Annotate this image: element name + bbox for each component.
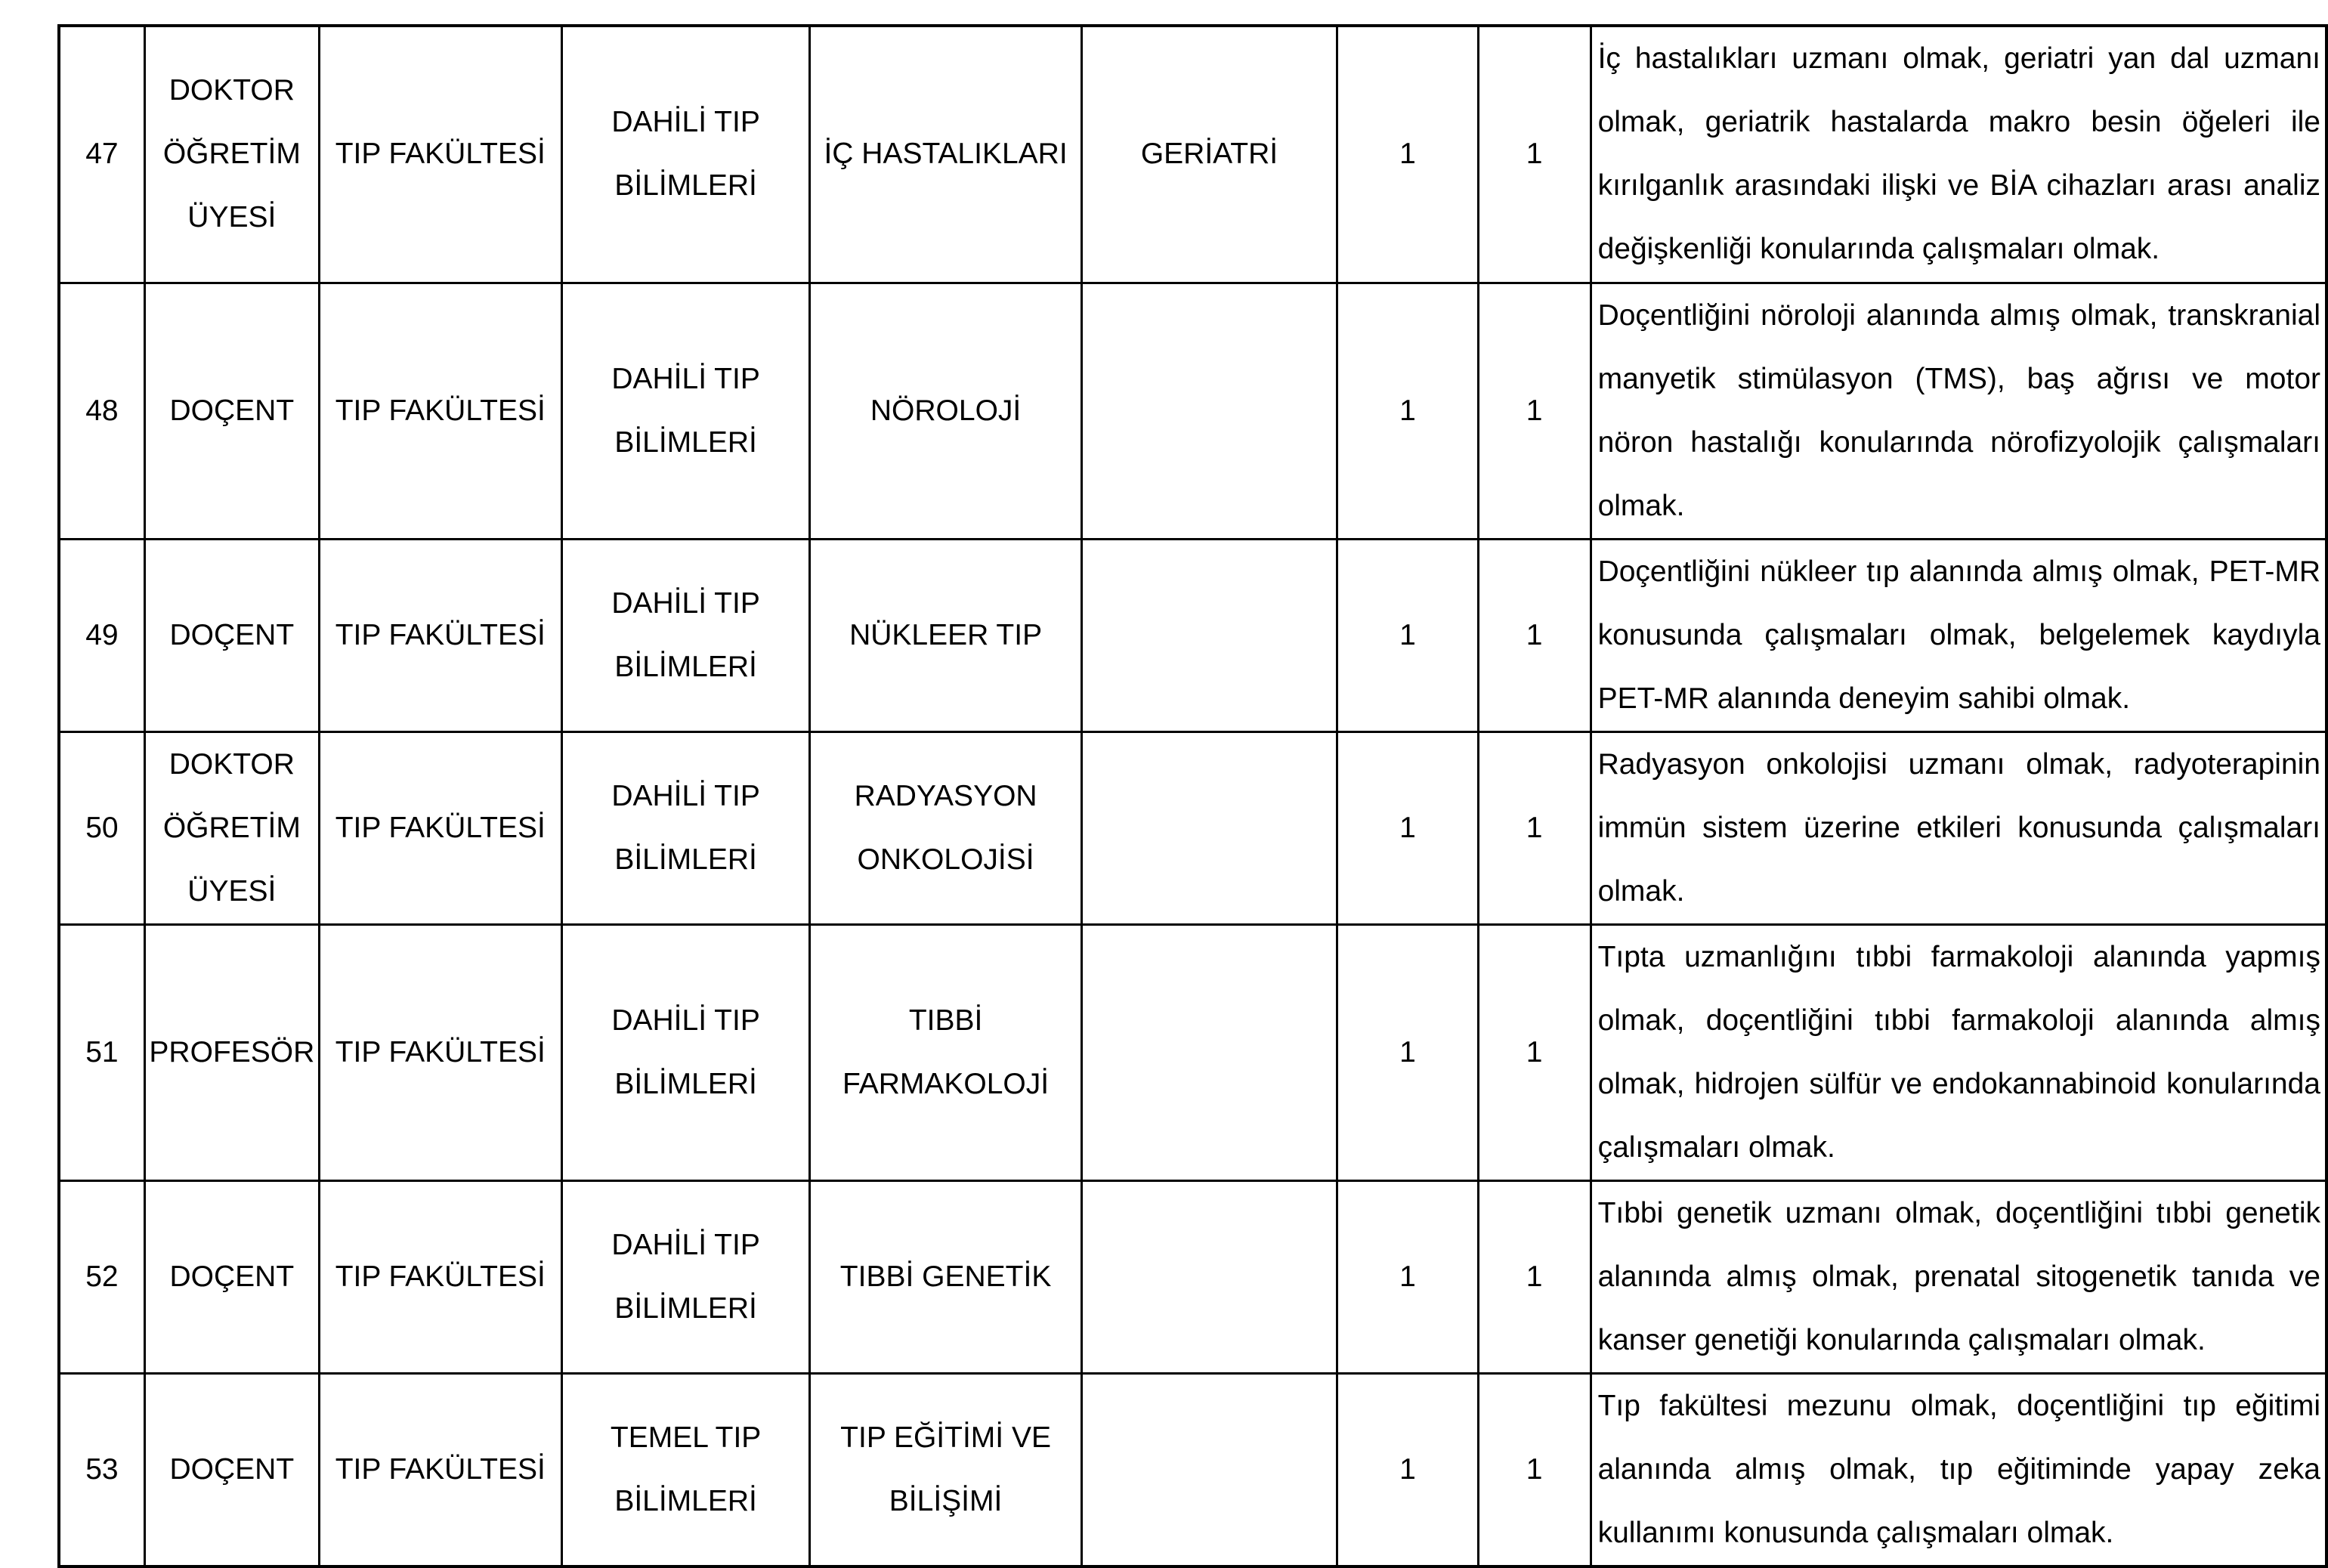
table-row — [59, 924, 2326, 1180]
cell-count-a: 1 — [1337, 283, 1478, 539]
cell-department: DAHİLİ TIP BİLİMLERİ — [561, 26, 810, 283]
table-row — [59, 26, 2326, 283]
cell-department: DAHİLİ TIP BİLİMLERİ — [561, 924, 810, 1180]
cell-count-a: 1 — [1337, 924, 1478, 1180]
cell-subdivision — [1081, 283, 1337, 539]
cell-number: 49 — [59, 539, 144, 731]
cell-number: 51 — [59, 924, 144, 1180]
cell-requirement: Radyasyon onkolojisi uzmanı olmak, radyoterapinin immün sistem üzerine etkileri konusunda çalışmaları olmak. — [1591, 731, 2326, 924]
cell-title: DOKTOR ÖĞRETİM ÜYESİ — [144, 731, 319, 924]
cell-count-a: 1 — [1337, 1180, 1478, 1373]
cell-title: DOKTOR ÖĞRETİM ÜYESİ — [144, 26, 319, 283]
cell-count-b: 1 — [1478, 731, 1591, 924]
cell-count-a: 1 — [1337, 731, 1478, 924]
cell-requirement: Tıpta uzmanlığını tıbbi farmakoloji alanında yapmış olmak, doçentliğini tıbbi farmakoloji alanında almış olmak, hidrojen sülfür ve endokannabinoid konularında çalışmaları olmak. — [1591, 924, 2326, 1180]
table-row — [59, 539, 2326, 731]
cell-number: 53 — [59, 1373, 144, 1566]
cell-division: TIP EĞİTİMİ VE BİLİŞİMİ — [810, 1373, 1081, 1566]
cell-subdivision: GERİATRİ — [1081, 26, 1337, 283]
cell-count-a: 1 — [1337, 1373, 1478, 1566]
cell-title: DOÇENT — [144, 1373, 319, 1566]
cell-count-b: 1 — [1478, 1373, 1591, 1566]
cell-number: 50 — [59, 731, 144, 924]
cell-subdivision — [1081, 1180, 1337, 1373]
cell-title: PROFESÖR — [144, 924, 319, 1180]
cell-requirement: Tıp fakültesi mezunu olmak, doçentliğini tıp eğitimi alanında almış olmak, tıp eğitiminde yapay zeka kullanımı konusunda çalışmaları olmak. — [1591, 1373, 2326, 1566]
table-row — [59, 1373, 2326, 1566]
cell-count-b: 1 — [1478, 924, 1591, 1180]
cell-division: TIBBİ FARMAKOLOJİ — [810, 924, 1081, 1180]
cell-faculty: TIP FAKÜLTESİ — [319, 283, 561, 539]
cell-title: DOÇENT — [144, 539, 319, 731]
table-row — [59, 283, 2326, 539]
cell-division: İÇ HASTALIKLARI — [810, 26, 1081, 283]
cell-department: DAHİLİ TIP BİLİMLERİ — [561, 731, 810, 924]
cell-subdivision — [1081, 539, 1337, 731]
cell-subdivision — [1081, 1373, 1337, 1566]
cell-number: 48 — [59, 283, 144, 539]
positions-table — [57, 24, 2328, 1568]
cell-faculty: TIP FAKÜLTESİ — [319, 1373, 561, 1566]
cell-department: DAHİLİ TIP BİLİMLERİ — [561, 539, 810, 731]
cell-count-a: 1 — [1337, 26, 1478, 283]
cell-count-b: 1 — [1478, 1180, 1591, 1373]
cell-division: NÜKLEER TIP — [810, 539, 1081, 731]
cell-subdivision — [1081, 924, 1337, 1180]
table-row — [59, 1180, 2326, 1373]
cell-faculty: TIP FAKÜLTESİ — [319, 1180, 561, 1373]
cell-faculty: TIP FAKÜLTESİ — [319, 731, 561, 924]
cell-count-b: 1 — [1478, 283, 1591, 539]
cell-faculty: TIP FAKÜLTESİ — [319, 924, 561, 1180]
cell-count-b: 1 — [1478, 539, 1591, 731]
cell-requirement: Doçentliğini nükleer tıp alanında almış olmak, PET-MR konusunda çalışmaları olmak, belgelemek kaydıyla PET-MR alanında deneyim sahibi olmak. — [1591, 539, 2326, 731]
cell-title: DOÇENT — [144, 1180, 319, 1373]
cell-department: TEMEL TIP BİLİMLERİ — [561, 1373, 810, 1566]
cell-count-a: 1 — [1337, 539, 1478, 731]
cell-faculty: TIP FAKÜLTESİ — [319, 26, 561, 283]
cell-division: NÖROLOJİ — [810, 283, 1081, 539]
cell-division: TIBBİ GENETİK — [810, 1180, 1081, 1373]
cell-faculty: TIP FAKÜLTESİ — [319, 539, 561, 731]
cell-subdivision — [1081, 731, 1337, 924]
cell-requirement: İç hastalıkları uzmanı olmak, geriatri yan dal uzmanı olmak, geriatrik hastalarda makro besin öğeleri ile kırılganlık arasındaki ilişki ve BİA cihazları arası analiz değişkenliği konularında çalışmaları olmak. — [1591, 26, 2326, 283]
cell-requirement: Tıbbi genetik uzmanı olmak, doçentliğini tıbbi genetik alanında almış olmak, prenatal sitogenetik tanıda ve kanser genetiği konularında çalışmaları olmak. — [1591, 1180, 2326, 1373]
cell-requirement: Doçentliğini nöroloji alanında almış olmak, transkranial manyetik stimülasyon (TMS), baş ağrısı ve motor nöron hastalığı konularında nörofizyolojik çalışmaları olmak. — [1591, 283, 2326, 539]
cell-title: DOÇENT — [144, 283, 319, 539]
cell-department: DAHİLİ TIP BİLİMLERİ — [561, 283, 810, 539]
cell-department: DAHİLİ TIP BİLİMLERİ — [561, 1180, 810, 1373]
cell-count-b: 1 — [1478, 26, 1591, 283]
table-row — [59, 731, 2326, 924]
table-body — [59, 26, 2326, 1566]
cell-number: 52 — [59, 1180, 144, 1373]
cell-division: RADYASYON ONKOLOJİSİ — [810, 731, 1081, 924]
cell-number: 47 — [59, 26, 144, 283]
